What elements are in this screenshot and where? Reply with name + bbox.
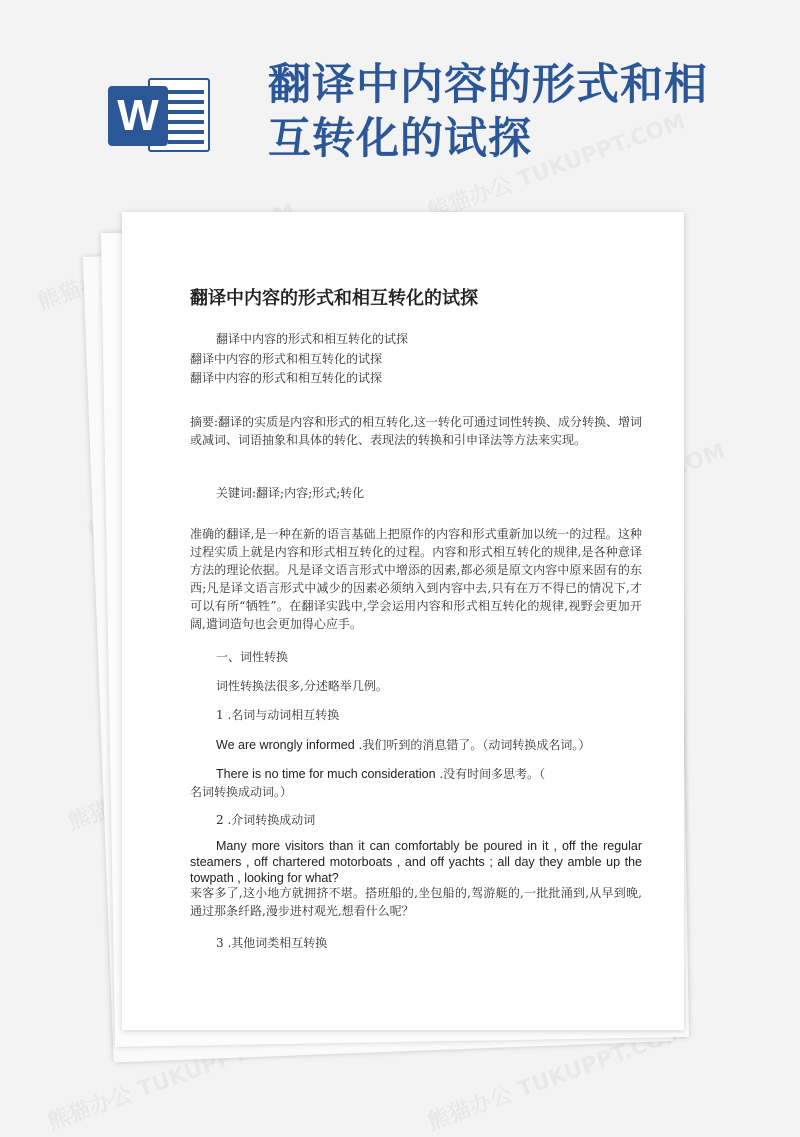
keywords: 关键词:翻译;内容;形式;转化 <box>216 486 365 500</box>
example-3-chinese: 来客多了,这小地方就拥挤不堪。搭班船的,坐包船的,驾游艇的,一批批涌到,从早到晚,通过那条纤路,漫步进村观光,想看什么呢？ <box>190 886 642 918</box>
abstract: 摘要:翻译的实质是内容和形式的相互转化,这一转化可通过词性转换、成分转换、增词或减词、词语抽象和具体的转化、表现法的转换和引申译法等方法来实现。 <box>190 415 642 447</box>
example-english: We are wrongly informed <box>216 738 355 752</box>
word-icon <box>108 72 212 158</box>
item-heading: 2 .介词转换成动词 <box>216 813 316 827</box>
example-2-tail: 名词转换成动词。） <box>190 785 293 799</box>
example-2 <box>216 765 545 782</box>
page-title: 翻译中内容的形式和相互转化的试探 <box>268 60 708 164</box>
item-heading: 3 .其他词类相互转换 <box>216 936 328 950</box>
example-3-english: Many more visitors than it can comfortably be poured in it , off the regular steamers , off chartered motorboats , and off yachts ; all day they amble up the towpath , looking for what? <box>190 839 642 885</box>
example-chinese: .我们听到的消息错了。（动词转换成名词。） <box>354 738 591 752</box>
example-english: There is no time for much consideration <box>216 767 436 781</box>
document-title: 翻译中内容的形式和相互转化的试探 <box>190 288 478 309</box>
section-heading: 一、词性转换 <box>216 650 289 664</box>
example-1 <box>216 736 590 753</box>
document-page <box>122 212 684 1030</box>
item-heading: 1 .名词与动词相互转换 <box>216 708 340 722</box>
subtitle-line: 翻译中内容的形式和相互转化的试探 <box>190 352 383 366</box>
subtitle-line: 翻译中内容的形式和相互转化的试探 <box>216 332 409 346</box>
subtitle-line: 翻译中内容的形式和相互转化的试探 <box>190 371 383 385</box>
word-logo-letter: W <box>108 86 168 146</box>
example-chinese: .没有时间多思考。（ <box>435 767 546 781</box>
section-text: 词性转换法很多,分述略举几例。 <box>216 679 388 693</box>
intro-paragraph: 准确的翻译,是一种在新的语言基础上把原作的内容和形式重新加以统一的过程。这种过程实质上就是内容和形式相互转化的过程。内容和形式相互转化的规律,是各种意译方法的理论依据。凡是译文语言形式中增添的因素,都必须是原文内容中原来固有的东西;凡是译文语言形式中减少的因素必须纳入到内容中去,只有在万不得已的情况下,才可以有所“牺牲”。在翻译实践中,学会运用内容和形式相互转化的规律,视野会更加开阔,遣词造句也会更加得心应手。 <box>190 527 642 631</box>
